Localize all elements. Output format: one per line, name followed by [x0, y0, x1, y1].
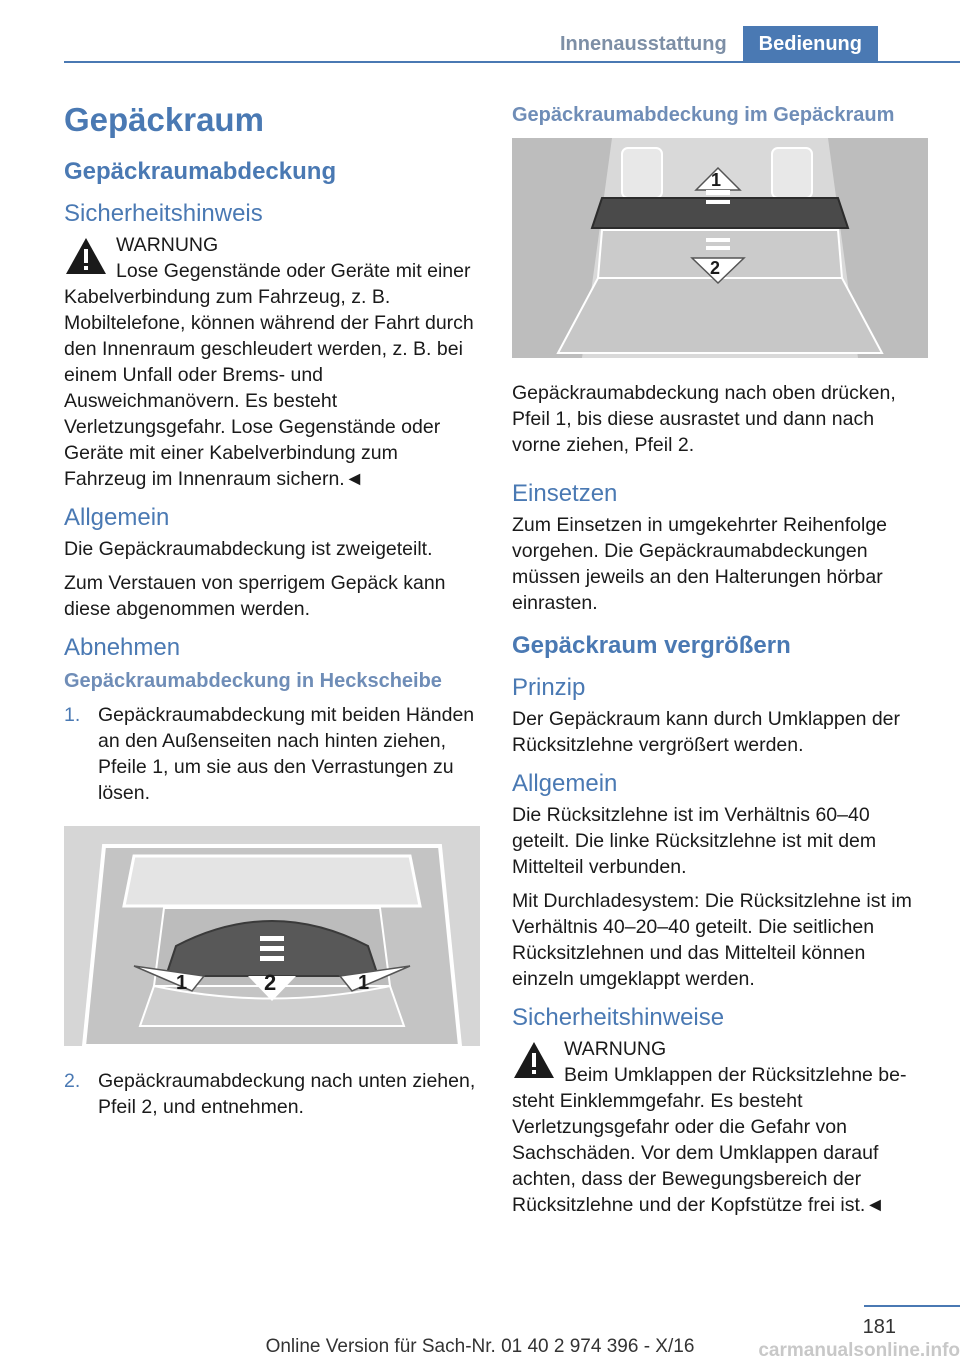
header-tabs [544, 26, 878, 62]
arrow-label-right: 1 [358, 972, 370, 994]
rear-window-cover-illustration [64, 826, 480, 1046]
section-title-enlarge: Gepäckraum vergrößern [512, 632, 791, 659]
step-number: 2. [64, 1070, 81, 1092]
safety-heading: Sicherheitshinweis [64, 200, 263, 227]
general-paragraph-2: Zum Verstauen von sperrigem Gepäck kann diese abgenommen werden. [64, 572, 446, 620]
tab-bedienung[interactable]: Bedienung [743, 26, 878, 62]
safety-heading-right: Sicherheitshinweise [512, 1004, 725, 1031]
arrow-label-bottom: 2 [710, 258, 721, 278]
arrow-label-top: 1 [711, 170, 722, 190]
page-title: Gepäckraum [64, 101, 264, 138]
steps-list-2 [64, 1068, 480, 1120]
boot-cover-illustration [512, 138, 928, 358]
rear-window-drawing [64, 826, 480, 1046]
general-right-paragraph-1: Die Rücksitzlehne ist im Verhältnis 60–40 geteilt. Die linke Rücksitzlehne ist mit dem Mittelteil verbunden. [512, 804, 877, 878]
warning-block-right [512, 1036, 928, 1218]
warning-title: WARNUNG [564, 1038, 667, 1060]
section-title-cover: Gepäckraumabdeckung [64, 158, 337, 185]
warning-title: WARNUNG [116, 234, 219, 256]
watermark: carmanualsonline.info [758, 1340, 960, 1361]
arrow-label-left: 1 [176, 972, 188, 994]
arrow-label-center: 2 [264, 970, 277, 995]
boot-cover-paragraph: Gepäckraumabdeckung nach oben drücken, Pfeil 1, bis diese ausrastet und dann nach vorne ziehen, Pfeil 2. [512, 382, 896, 456]
general-right-paragraph-2: Mit Durchladesystem: Die Rücksitzlehne ist im Verhältnis 40–20–40 geteilt. Die seitlichen Rücksitzlehnen und das Mittelteil können einzeln umgeklappt werden. [512, 890, 912, 990]
warning-triangle-icon [512, 1040, 556, 1080]
insert-heading: Einsetzen [512, 480, 618, 507]
warning-text-first-line: Beim Umklappen der Rücksitzlehne be- [564, 1064, 907, 1086]
step-number: 1. [64, 704, 81, 726]
warning-text-first-line: Lose Gegenstände oder Geräte mit einer [116, 260, 471, 282]
principle-heading: Prinzip [512, 674, 586, 701]
step-text: Gepäckraumabdeckung nach unten ziehen, Pfeil 2, und entnehmen. [98, 1070, 476, 1118]
warning-text: steht Einklemmgefahr. Es besteht Verletzungsgefahr oder die Gefahr von Sachschäden. Vor dem Umklappen darauf achten, dass der Bewegungsbereich der Rücksitzlehne und der Kopfstütze frei ist.◄ [512, 1090, 885, 1216]
warning-text: Kabelverbindung zum Fahrzeug, z. B. Mobiltelefone, können während der Fahrt durch den Innenraum geschleudert werden, z. B. bei einem Unfall oder Brems- und Ausweichmanövern. Es besteht Verletzungsgefahr. Lose Gegenstände oder Geräte mit einer Kabelverbindung zum Fahrzeug im Innenraum sichern.◄ [64, 286, 474, 490]
warning-triangle-icon [64, 236, 108, 276]
footer-rule [864, 1305, 960, 1307]
header-rule [64, 61, 960, 63]
list-item [64, 1068, 480, 1120]
general-heading: Allgemein [64, 504, 170, 531]
general-heading-right: Allgemein [512, 770, 618, 797]
remove-heading: Abnehmen [64, 634, 181, 661]
rear-window-heading: Gepäckraumabdeckung in Heckscheibe [64, 670, 442, 692]
step-text: Gepäckraumabdeckung mit beiden Händen an den Außenseiten nach hinten ziehen, Pfeile 1, um sie aus den Verrastungen zu lösen. [98, 704, 475, 804]
principle-paragraph: Der Gepäckraum kann durch Umklappen der Rücksitzlehne vergrößert werden. [512, 708, 901, 756]
boot-drawing [512, 138, 928, 358]
boot-cover-heading: Gepäckraumabdeckung im Gepäckraum [512, 104, 895, 126]
right-column [512, 100, 928, 1228]
warning-block [64, 232, 480, 492]
page-number: 181 [862, 1316, 896, 1338]
steps-list-1 [64, 702, 480, 806]
list-item [64, 702, 480, 806]
general-paragraph-1: Die Gepäckraumabdeckung ist zweigeteilt. [64, 538, 433, 560]
online-version-note: Online Version für Sach-Nr. 01 40 2 974 396 - X/16 [265, 1336, 695, 1357]
left-column [64, 98, 480, 1126]
tab-innenausstattung[interactable]: Innenausstattung [544, 26, 743, 62]
insert-paragraph: Zum Einsetzen in umgekehrter Reihenfolge vorgehen. Die Gepäckraumabdeckungen müssen jeweils an den Halterungen hörbar einrasten. [512, 514, 888, 614]
